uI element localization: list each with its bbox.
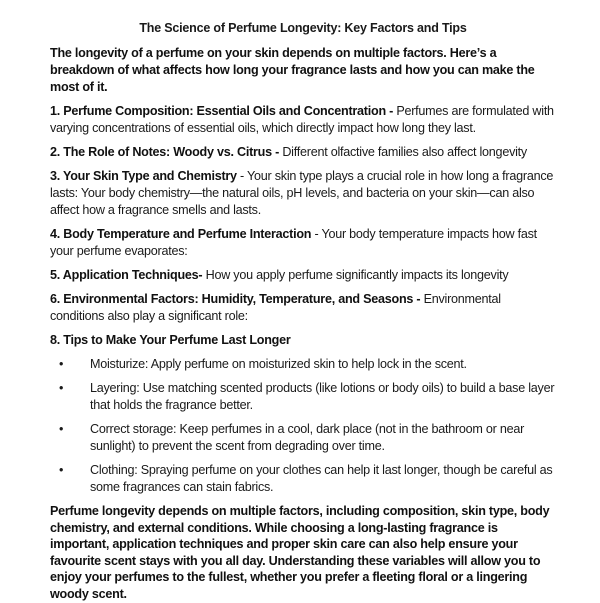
tips-heading-text: 8. Tips to Make Your Perfume Last Longer [50, 333, 291, 347]
list-item: • Correct storage: Keep perfumes in a cool, dark place (not in the bathroom or near sunlight) to prevent the scent from degrading over time. [90, 421, 556, 455]
tips-heading [50, 332, 556, 349]
section-body: How you apply perfume significantly impacts its longevity [202, 268, 509, 282]
section-3 [50, 168, 556, 219]
section-body: Environmental conditions also play a significant role: [50, 292, 501, 323]
section-4 [50, 226, 556, 260]
section-5 [50, 267, 556, 284]
section-heading: 6. Environmental Factors: Humidity, Temperature, and Seasons - [50, 292, 424, 306]
section-heading: 4. Body Temperature and Perfume Interaction [50, 227, 312, 241]
section-6 [50, 291, 556, 325]
intro-paragraph: The longevity of a perfume on your skin depends on multiple factors. Here’s a breakdown of what affects how long your fragrance lasts and how you can make the most of it. [50, 46, 535, 94]
section-heading: 2. The Role of Notes: Woody vs. Citrus - [50, 145, 283, 159]
section-body: Different olfactive families also affect longevity [282, 145, 527, 159]
section-1 [50, 103, 556, 137]
tips-list [50, 356, 556, 496]
section-body: Perfumes are formulated with varying concentrations of essential oils, which directly impact how long they last. [50, 104, 554, 135]
list-item: • Clothing: Spraying perfume on your clothes can help it last longer, though be careful as some fragrances can stain fabrics. [90, 462, 556, 496]
section-heading: 5. Application Techniques- [50, 268, 203, 282]
list-item: • Layering: Use matching scented products (like lotions or body oils) to build a base layer that holds the fragrance better. [90, 380, 556, 414]
section-heading: 3. Your Skin Type and Chemistry [50, 169, 237, 183]
section-heading: 1. Perfume Composition: Essential Oils and Concentration - [50, 104, 397, 118]
list-item: • Moisturize: Apply perfume on moisturized skin to help lock in the scent. [90, 356, 556, 373]
section-body: - Your body temperature impacts how fast your perfume evaporates: [50, 227, 537, 258]
document-title: The Science of Perfume Longevity: Key Factors and Tips [139, 21, 467, 35]
section-2 [50, 144, 556, 161]
conclusion-paragraph: Perfume longevity depends on multiple factors, including composition, skin type, body chemistry, and external conditions. While choosing a long-lasting fragrance is important, application techniques and proper skin care can also help ensure your favourite scent stays with you all day. Understanding these variables will allow you to enjoy your perfumes to the fullest, whether you prefer a fleeting floral or a lingering woody scent. [50, 504, 550, 601]
section-body: - Your skin type plays a crucial role in how long a fragrance lasts: Your body chemistry—the natural oils, pH levels, and bacteria on your skin—can also affect how a fragrance smells and lasts. [50, 169, 554, 217]
